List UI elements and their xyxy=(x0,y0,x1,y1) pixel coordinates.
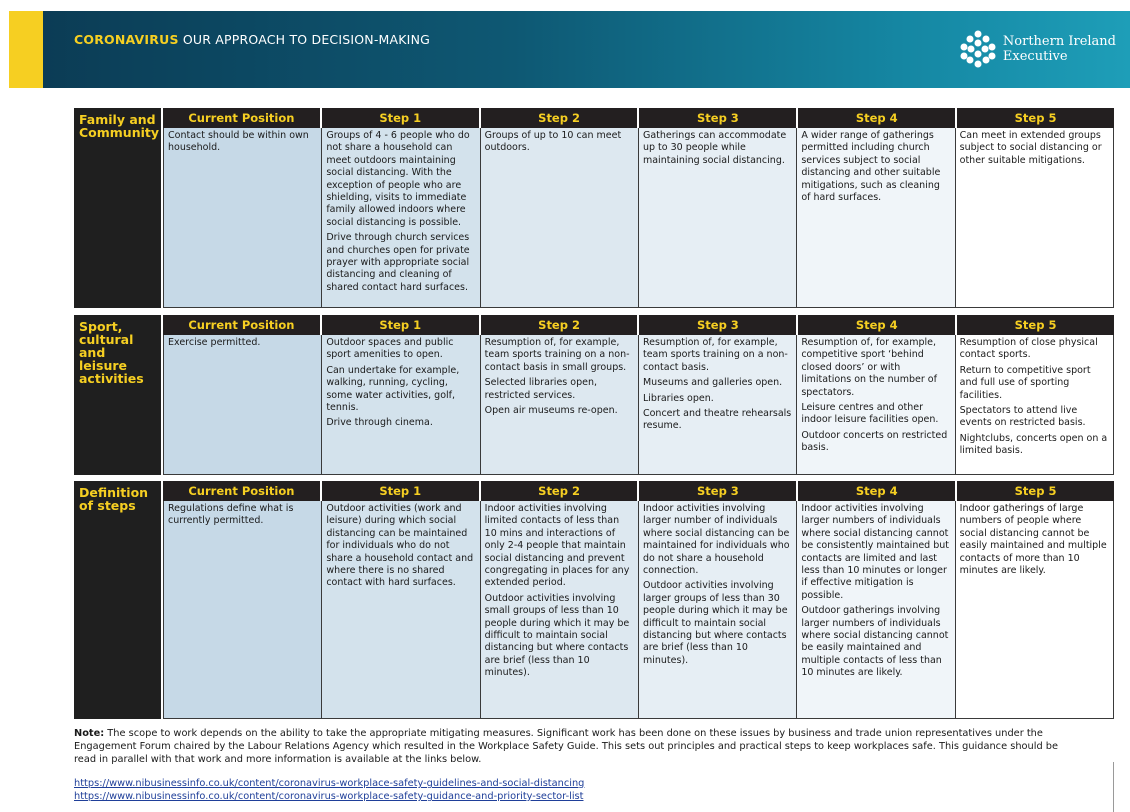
cell-paragraph: Outdoor spaces and public sport amenities to open. xyxy=(326,337,454,361)
column-header-step-4: Step 4 xyxy=(796,108,955,128)
column-header-step-3: Step 3 xyxy=(637,108,796,128)
cell-step-2 xyxy=(480,128,638,307)
cell-step-4 xyxy=(796,335,954,474)
cell-step-3 xyxy=(638,335,796,474)
cell-paragraph: Indoor gatherings of large numbers of people where social distancing cannot be easily maintained and multiple contacts of more than 10 minutes are likely. xyxy=(959,503,1107,577)
column-header-step-2: Step 2 xyxy=(479,481,638,501)
column-header-step-4: Step 4 xyxy=(796,481,955,501)
row-label: Sport, cultural and leisure activities xyxy=(74,315,163,475)
cell-paragraph: Outdoor activities involving small groups of less than 10 people during which it may be difficult to maintain social distancing but where contacts are brief (less than 10 minutes). xyxy=(484,592,630,679)
note-paragraph xyxy=(74,727,1074,766)
title-highlight: CORONAVIRUS xyxy=(74,32,179,47)
cell-paragraph: Outdoor activities (work and leisure) during which social distancing can be maintained for individuals who do not share a household contact and where there is no shared contact with hard surfaces. xyxy=(326,503,474,589)
cell-paragraph: Resumption of close physical contact sports. xyxy=(959,337,1098,361)
section-sport-cultural-and-leisure-activities xyxy=(74,315,1114,475)
cell-paragraph: Exercise permitted. xyxy=(168,337,261,348)
cell-paragraph: Drive through church services and churches open for private prayer with appropriate social distancing and cleaning of shared contact hard surfaces. xyxy=(326,232,470,293)
column-header-current-position: Current Position xyxy=(188,484,295,498)
step-table xyxy=(163,481,1114,719)
cell-paragraph: Nightclubs, concerts open on a limited basis. xyxy=(959,432,1108,457)
note-text: The scope to work depends on the ability to take the appropriate mitigating measures. Significant work has been done on these issues by business and trade union representatives under the Engagement Forum chaired by the Labour Relations Agency which resulted in the Workplace Safety Guide. This sets out principles and practical steps to keep workplaces safe. This guidance should be read in parallel with that work and more information is available at the links below. xyxy=(74,728,1059,765)
table-row xyxy=(163,501,1114,719)
cell-paragraph: Indoor activities involving limited contacts of less than 10 mins and interactions of only 2-4 people that maintain social distancing and prevent congregating in places for any extended period. xyxy=(484,503,630,589)
cell-step-3 xyxy=(638,501,796,718)
cell-paragraph: Drive through cinema. xyxy=(326,417,433,429)
cell-step-5 xyxy=(955,128,1113,307)
column-header-step-4: Step 4 xyxy=(796,315,955,335)
section-family-and-community xyxy=(74,108,1114,308)
column-header-step-3: Step 3 xyxy=(637,315,796,335)
cell-paragraph: Resumption of, for example, team sports training on a non-contact basis in small groups. xyxy=(484,337,630,373)
cell-paragraph: Can meet in extended groups subject to social distancing or other suitable mitigations. xyxy=(959,130,1102,166)
header-banner xyxy=(9,11,1130,88)
cell-step-1 xyxy=(321,335,479,474)
logo-text xyxy=(1003,34,1116,64)
column-header-step-3: Step 3 xyxy=(637,481,796,501)
cell-paragraph: Outdoor activities involving larger groups of less than 30 people during which it may be difficult to maintain social distancing but where contacts are brief (less than 10 minutes). xyxy=(642,580,788,666)
table-header-row xyxy=(163,108,1114,128)
cell-step-3 xyxy=(638,128,796,307)
cell-paragraph: Groups of 4 - 6 people who do not share a household can meet outdoors maintaining social distancing. With the exception of people who are shielding, visits to immediate family allowed indoors where social distancing is possible. xyxy=(326,130,470,228)
table-header-row xyxy=(163,315,1114,335)
link-priority-sector-list[interactable]: https://www.nibusinessinfo.co.uk/content/coronavirus-workplace-safety-guidance-and-priority-sector-list xyxy=(74,791,584,802)
note-label: Note: xyxy=(74,728,105,739)
section-definition-of-steps xyxy=(74,481,1114,719)
cell-paragraph: Open air museums re-open. xyxy=(484,405,618,417)
column-header-step-5: Step 5 xyxy=(955,481,1114,501)
table-header-row xyxy=(163,481,1114,501)
table-row xyxy=(163,128,1114,308)
page-edge-line xyxy=(1113,762,1114,812)
step-table xyxy=(163,315,1114,475)
column-header-step-2: Step 2 xyxy=(479,315,638,335)
cell-paragraph: Resumption of, for example, team sports training on a non-contact basis. xyxy=(642,337,788,373)
cell-step-2 xyxy=(480,501,638,718)
cell-paragraph: Concert and theatre rehearsals resume. xyxy=(642,408,792,432)
cell-paragraph: Outdoor gatherings involving larger numbers of individuals where social distancing cannot be easily maintained and multiple contacts of less than 10 minutes are likely. xyxy=(801,605,949,679)
table-row xyxy=(163,335,1114,475)
column-header-step-5: Step 5 xyxy=(955,108,1114,128)
cell-paragraph: Indoor activities involving larger numbers of individuals where social distancing cannot be consistently maintained but contacts are limited and last less than 10 minutes or longer if effective mitigation is possible. xyxy=(801,503,950,601)
link-safety-guidelines[interactable]: https://www.nibusinessinfo.co.uk/content/coronavirus-workplace-safety-guidelines-and-social-distancing xyxy=(74,778,585,789)
cell-paragraph: A wider range of gatherings permitted including church services subject to social distancing and other suitable mitigations, such as cleaning of hard surfaces. xyxy=(801,130,941,204)
logo-line-1: Northern Ireland xyxy=(1002,34,1116,49)
ni-executive-logo xyxy=(959,27,1116,71)
column-header-step-1: Step 1 xyxy=(320,315,479,335)
cell-paragraph: Libraries open. xyxy=(642,392,714,404)
row-label: Family and Community xyxy=(74,108,163,308)
column-header-step-1: Step 1 xyxy=(320,481,479,501)
cell-paragraph: Spectators to attend live events on restricted basis. xyxy=(959,405,1086,429)
column-header-step-5: Step 5 xyxy=(955,315,1114,335)
cell-step-5 xyxy=(955,501,1113,718)
cell-step-1 xyxy=(321,501,479,718)
cell-step-5 xyxy=(955,335,1113,474)
cell-paragraph: Museums and galleries open. xyxy=(642,377,783,389)
banner-accent-bar xyxy=(9,11,43,88)
page-title xyxy=(74,32,430,47)
column-header-step-1: Step 1 xyxy=(320,108,479,128)
cell-paragraph: Outdoor concerts on restricted basis. xyxy=(801,429,948,454)
flax-flower-icon xyxy=(959,29,997,69)
title-rest: OUR APPROACH TO DECISION-MAKING xyxy=(178,32,431,47)
cell-paragraph: Resumption of, for example, competitive sport ‘behind closed doors’ or with limitations on the number of spectators. xyxy=(801,337,937,398)
cell-paragraph: Selected libraries open, restricted services. xyxy=(484,377,597,401)
cell-current-position xyxy=(164,128,321,307)
column-header-current-position: Current Position xyxy=(188,318,295,332)
cell-paragraph: Can undertake for example, walking, running, cycling, some water activities, golf, tennis. xyxy=(326,364,460,414)
cell-current-position xyxy=(164,335,321,474)
step-table xyxy=(163,108,1114,308)
cell-step-2 xyxy=(480,335,638,474)
logo-line-2: Executive xyxy=(1002,49,1068,64)
column-header-current-position: Current Position xyxy=(188,111,295,125)
cell-paragraph: Regulations define what is currently permitted. xyxy=(168,503,294,527)
cell-paragraph: Gatherings can accommodate up to 30 people while maintaining social distancing. xyxy=(642,130,787,166)
cell-paragraph: Groups of up to 10 can meet outdoors. xyxy=(484,130,622,154)
cell-paragraph: Contact should be within own household. xyxy=(168,130,309,154)
column-header-step-2: Step 2 xyxy=(479,108,638,128)
cell-step-4 xyxy=(796,128,954,307)
cell-step-1 xyxy=(321,128,479,307)
cell-paragraph: Indoor activities involving larger number of individuals where social distancing can be maintained for individuals who do not share a household connection. xyxy=(642,503,790,577)
reference-links xyxy=(74,777,584,803)
cell-step-4 xyxy=(796,501,954,718)
cell-paragraph: Leisure centres and other indoor leisure facilities open. xyxy=(801,402,939,426)
row-label: Definition of steps xyxy=(74,481,163,719)
cell-paragraph: Return to competitive sport and full use of sporting facilities. xyxy=(959,364,1091,401)
cell-current-position xyxy=(164,501,321,718)
